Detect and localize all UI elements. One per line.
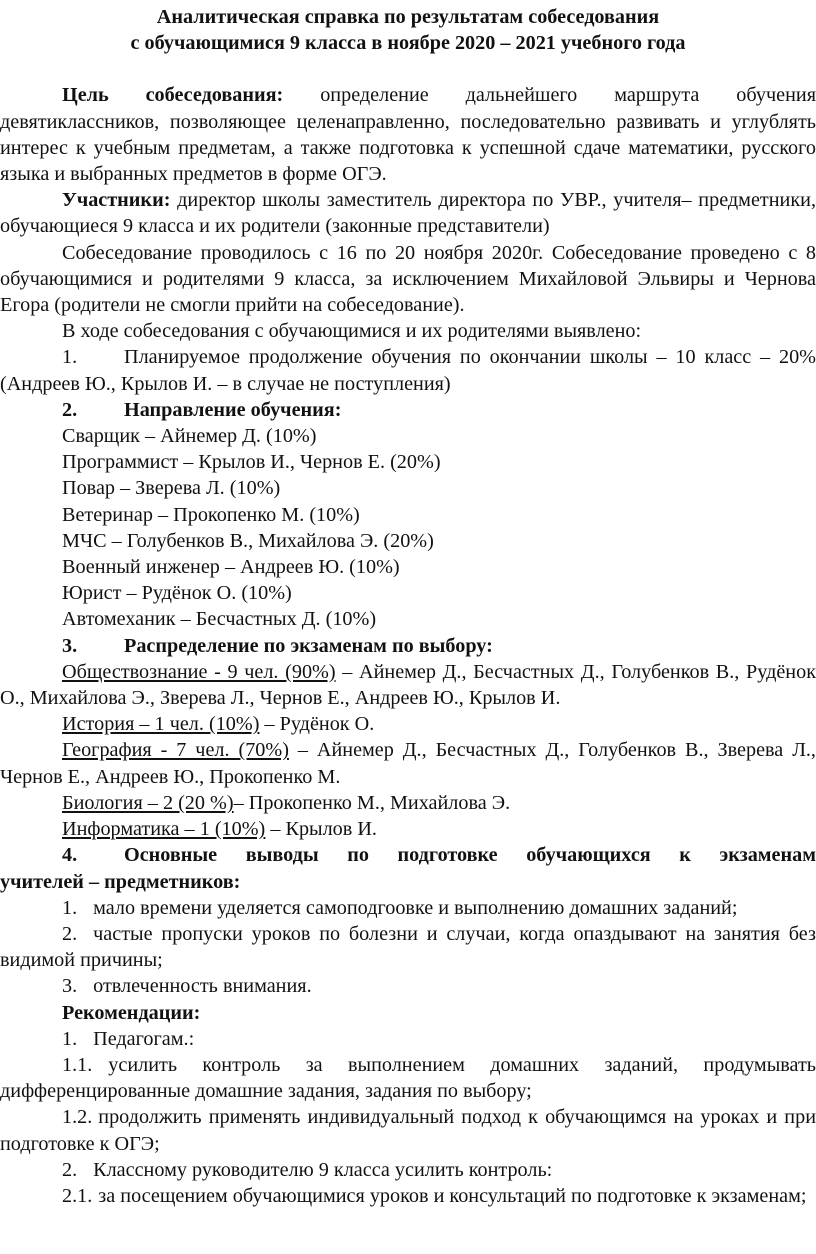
exam-item xyxy=(0,659,816,711)
participants-paragraph xyxy=(0,187,816,239)
exam-item xyxy=(0,737,816,789)
exam-students: – Крылов И. xyxy=(265,818,377,841)
exam-students: – Айнемер Д., Бесчастных Д., Голубенков В., Рудёнок О., Михайлова Э., Зверева Л., Чернов Е., Андреев Ю., Крылов И. xyxy=(0,660,816,710)
participants-label: Участники: xyxy=(62,189,171,212)
recommendation-number: 2.1. xyxy=(62,1184,93,1207)
exam-item xyxy=(0,711,816,737)
conclusion-text: частые пропуски уроков по болезни и случаи, когда опаздывают на занятия без видимой причины; xyxy=(0,922,816,972)
exam-item xyxy=(0,816,816,842)
conclusion-text: отвлеченность внимания. xyxy=(93,975,312,998)
exam-subject: География - 7 чел. (70%) xyxy=(62,739,289,762)
item-2-heading xyxy=(0,397,816,423)
item-2-number: 2. xyxy=(62,398,78,421)
goal-label: Цель собеседования: xyxy=(62,84,284,107)
item-4-number: 4. xyxy=(62,844,78,867)
direction-item: МЧС – Голубенков В., Михайлова Э. (20%) xyxy=(62,529,434,552)
conclusion-item xyxy=(0,921,816,973)
recommendation-number: 2. xyxy=(62,1158,78,1181)
exam-students: – Рудёнок О. xyxy=(259,713,375,736)
direction-item: Автомеханик – Бесчастных Д. (10%) xyxy=(62,608,377,631)
direction-item: Программист – Крылов И., Чернов Е. (20%) xyxy=(62,451,441,474)
recommendation-item xyxy=(0,1026,816,1052)
conclusion-number: 1. xyxy=(62,896,78,919)
page-title-line1: Аналитическая справка по результатам собеседования xyxy=(156,6,660,28)
recommendation-number: 1.2. xyxy=(62,1106,93,1129)
goal-paragraph xyxy=(0,82,816,187)
item-1-number: 1. xyxy=(62,346,78,369)
exam-item xyxy=(0,790,816,816)
conclusion-item xyxy=(0,895,816,921)
recommendation-text: продолжить применять индивидуальный подход к обучающимся на уроках и при подготовке к ОГЭ; xyxy=(0,1106,816,1155)
recommendation-text: Классному руководителю 9 класса усилить контроль: xyxy=(93,1158,553,1181)
item-3-number: 3. xyxy=(62,634,78,657)
interview-paragraph: Собеседование проводилось с 16 по 20 ноября 2020г. Собеседование проведено с 8 обучающимися и родителями 9 класса, за исключением Михайловой Эльвиры и Чернова Егора (родители не смогли прийти на собеседование). xyxy=(0,241,816,317)
item-4-label-line2: учителей – предметников: xyxy=(0,870,241,893)
conclusion-number: 3. xyxy=(62,975,78,998)
conclusion-number: 2. xyxy=(62,922,78,945)
recommendation-number: 1. xyxy=(62,1027,78,1050)
item-3-label: Распределение по экзаменам по выбору: xyxy=(124,634,493,657)
exam-subject: Биология – 2 (20 %) xyxy=(62,791,234,814)
conclusion-text: мало времени уделяется самоподгоовке и выполнению домашних заданий; xyxy=(93,896,738,919)
recommendation-text: Педагогам.: xyxy=(93,1027,195,1050)
exam-subject: История – 1 чел. (10%) xyxy=(62,713,260,736)
item-1-text: Планируемое продолжение обучения по окончании школы – 10 класс – 20% (Андреев Ю., Крылов И. – в случае не поступления) xyxy=(0,346,816,395)
exam-subject: Обществознание - 9 чел. (90%) xyxy=(62,660,336,683)
recommendations-heading: Рекомендации: xyxy=(62,1001,201,1024)
direction-item: Ветеринар – Прокопенко М. (10%) xyxy=(62,503,360,526)
exam-students: – Айнемер Д., Бесчастных Д., Голубенков В., Зверева Л., Чернов Е., Андреев Ю., Прокопенко М. xyxy=(0,739,816,788)
participants-text: директор школы заместитель директора по УВР., учителя– предметники, обучающиеся 9 класса и их родители (законные представители) xyxy=(0,189,816,238)
item-4-label-line1: Основные выводы по подготовке обучающихся к экзаменам xyxy=(124,844,816,867)
goal-text: определение дальнейшего маршрута обучения девятиклассников, позволяющее целенаправленно, последовательно развивать и углублять интерес к учебным предметам, а также подготовка к успешной сдаче математики, русского языка и выбранных предметов в форме ОГЭ. xyxy=(0,84,816,186)
direction-item: Повар – Зверева Л. (10%) xyxy=(62,477,281,500)
direction-item: Военный инженер – Андреев Ю. (10%) xyxy=(62,556,400,579)
recommendation-number: 1.1. xyxy=(62,1053,93,1076)
direction-item: Юрист – Рудёнок О. (10%) xyxy=(62,582,292,605)
item-1 xyxy=(0,344,816,396)
page-title-line2: с обучающимися 9 класса в ноябре 2020 – 2021 учебного года xyxy=(130,32,686,55)
item-3-heading xyxy=(0,633,816,659)
revealed-paragraph: В ходе собеседования с обучающимися и их родителями выявлено: xyxy=(62,320,642,343)
recommendation-item xyxy=(0,1104,816,1156)
recommendation-item xyxy=(0,1183,816,1209)
item-2-label: Направление обучения: xyxy=(124,398,342,421)
item-4-heading xyxy=(0,842,816,868)
exam-subject: Информатика – 1 (10%) xyxy=(62,818,266,841)
conclusion-item xyxy=(0,973,816,999)
exam-students: – Прокопенко М., Михайлова Э. xyxy=(233,791,511,814)
recommendation-text: за посещением обучающимися уроков и консультаций по подготовке к экзаменам; xyxy=(98,1184,807,1207)
recommendation-text: усилить контроль за выполнением домашних заданий, продумывать дифференцированные домашние задания, задания по выбору; xyxy=(0,1053,816,1103)
direction-item: Сварщик – Айнемер Д. (10%) xyxy=(62,425,317,448)
recommendation-item xyxy=(0,1052,816,1104)
recommendation-item xyxy=(0,1157,816,1183)
